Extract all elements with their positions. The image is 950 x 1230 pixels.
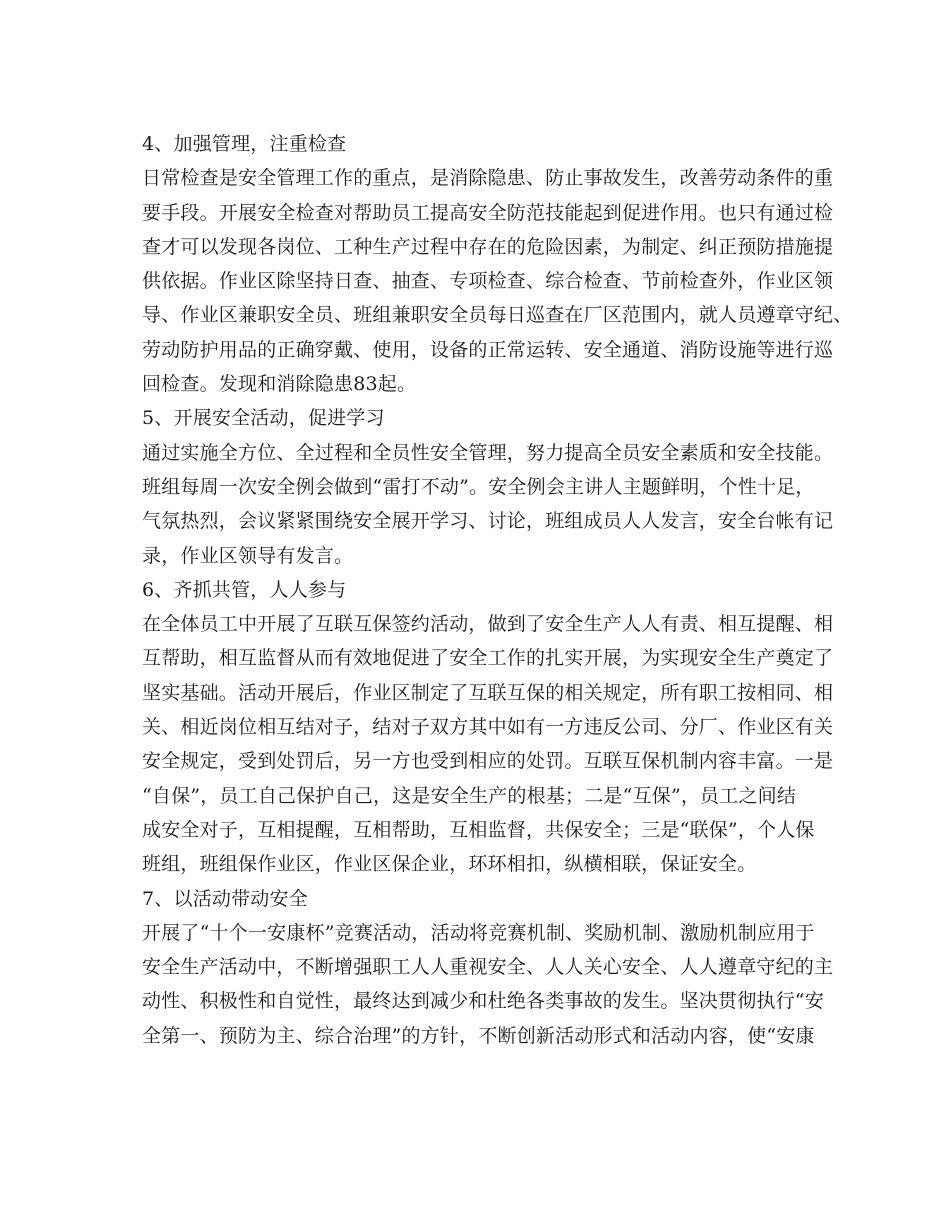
paragraph-line: 录，作业区领导有发言。 xyxy=(142,544,354,567)
paragraph-line: 日常检查是安全管理工作的重点，是消除隐患、防止事故发生，改善劳动条件的重 xyxy=(142,167,834,190)
paragraph-line: 导、作业区兼职安全员、班组兼职安全员每日巡查在厂区范围内，就人员遵章守纪、 xyxy=(142,304,853,327)
section-heading: 5、开展安全活动，促进学习 xyxy=(142,407,385,430)
paragraph-line: 供依据。作业区除坚持日查、抽查、专项检查、综合检查、节前检查外，作业区领 xyxy=(142,270,834,293)
section-heading: 7、以活动带动安全 xyxy=(142,887,308,910)
paragraph-line: 安全生产活动中，不断增强职工人人重视安全、人人关心安全、人人遵章守纪的主 xyxy=(142,956,834,979)
paragraph-line: 回检查。发现和消除隐患83起。 xyxy=(142,373,417,396)
paragraph-line: 动性、积极性和自觉性，最终达到减少和杜绝各类事故的发生。坚决贯彻执行“安 xyxy=(142,990,824,1013)
paragraph-line: 要手段。开展安全检查对帮助员工提高安全防范技能起到促进作用。也只有通过检 xyxy=(142,201,834,224)
paragraph-line: “自保”，员工自己保护自己，这是安全生产的根基；二是“互保”，员工之间结 xyxy=(142,784,797,807)
section-heading: 4、加强管理，注重检查 xyxy=(142,133,347,155)
section-heading: 6、齐抓共管，人人参与 xyxy=(142,578,347,601)
paragraph-line: 气氛热烈，会议紧紧围绕安全展开学习、讨论，班组成员人人发言，安全台帐有记 xyxy=(142,510,834,533)
paragraph-line: 班组每周一次安全例会做到“雷打不动”。安全例会主讲人主题鲜明，个性十足， xyxy=(142,475,815,498)
paragraph-line: 通过实施全方位、全过程和全员性安全管理，努力提高全员安全素质和安全技能。 xyxy=(142,441,834,464)
paragraph-line: 全第一、预防为主、综合治理”的方针，不断创新活动形式和活动内容，使“安康 xyxy=(142,1024,815,1047)
paragraph-line: 成安全对子，互相提醒，互相帮助，互相监督，共保安全；三是“联保”，个人保 xyxy=(142,818,815,841)
paragraph-line: 查才可以发现各岗位、工种生产过程中存在的危险因素，为制定、纠正预防措施提 xyxy=(142,235,834,258)
paragraph-line: 关、相近岗位相互结对子，结对子双方其中如有一方违反公司、分厂、作业区有关 xyxy=(142,716,834,739)
paragraph-line: 开展了“十个一安康杯”竞赛活动，活动将竞赛机制、奖励机制、激励机制应用于 xyxy=(142,921,815,944)
paragraph-line: 劳动防护用品的正确穿戴、使用，设备的正常运转、安全通道、消防设施等进行巡 xyxy=(142,338,834,361)
paragraph-line: 互帮助，相互监督从而有效地促进了安全工作的扎实开展，为实现安全生产奠定了 xyxy=(142,647,834,670)
paragraph-line: 坚实基础。活动开展后，作业区制定了互联互保的相关规定，所有职工按相同、相 xyxy=(142,681,834,704)
paragraph-line: 在全体员工中开展了互联互保签约活动，做到了安全生产人人有责、相互提醒、相 xyxy=(142,613,834,636)
paragraph-line: 班组，班组保作业区，作业区保企业，环环相扣，纵横相联，保证安全。 xyxy=(142,853,757,876)
paragraph-line: 安全规定，受到处罚后，另一方也受到相应的处罚。互联互保机制内容丰富。一是 xyxy=(142,750,834,773)
document-page xyxy=(142,127,853,1053)
